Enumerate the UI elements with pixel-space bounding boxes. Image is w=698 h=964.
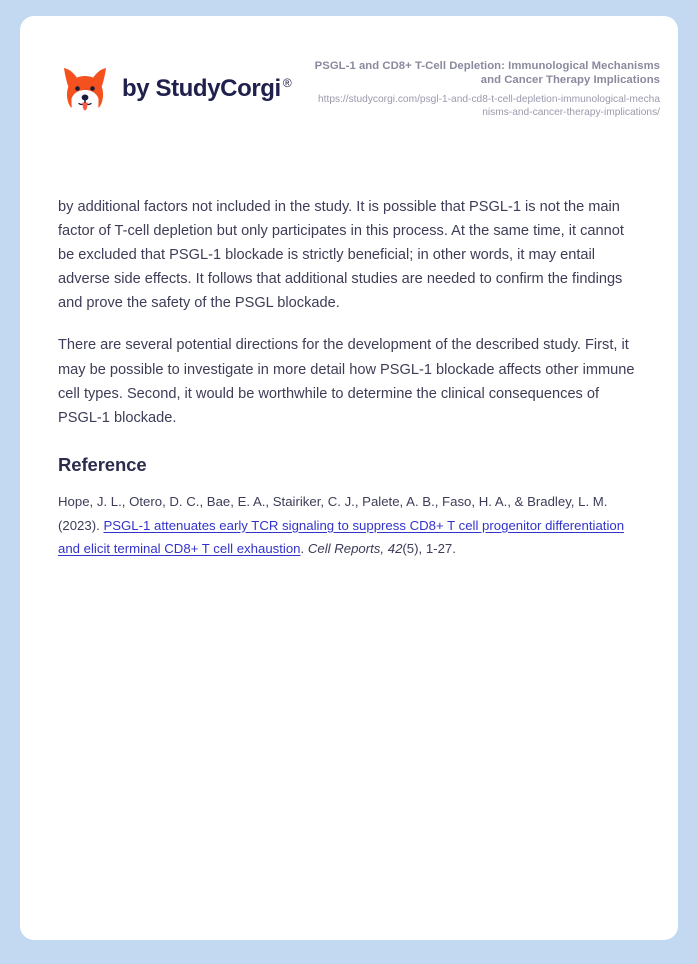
document-page-card (20, 16, 678, 940)
document-title: PSGL-1 and CD8+ T-Cell Depletion: Immunological Mechanisms and Cancer Therapy Implications (314, 59, 660, 86)
citation-separator: . (300, 541, 308, 557)
reference-citation (58, 490, 638, 561)
brand-name-text: by StudyCorgi (122, 74, 281, 102)
corgi-head-icon (60, 64, 110, 114)
citation-authors-year: Hope, J. L., Otero, D. C., Bae, E. A., Stairiker, C. J., Palete, A. B., Faso, H. A., & Bradley, L. M. (2023). (58, 493, 608, 533)
document-source-url: https://studycorgi.com/psgl-1-and-cd8-t-cell-depletion-immunological-mechanisms-and-cancer-therapy-implications/ (318, 93, 660, 118)
citation-journal-volume: Cell Reports, 42 (307, 541, 403, 557)
document-header (20, 16, 678, 161)
studycorgi-brand (60, 64, 291, 114)
header-document-meta (314, 59, 660, 119)
citation-issue-pages: (5), 1-27. (402, 541, 456, 557)
paragraph-1: by additional factors not included in the study. It is possible that PSGL-1 is not the main factor of T-cell depletion but only participates in this process. At the same time, it cannot be excluded that PSGL-1 blockade is strictly beneficial; in other words, it may entail adverse side effects. It follows that additional studies are needed to confirm the findings and prove the safety of the PSGL blockade. (58, 199, 624, 312)
registered-trademark-icon: ® (282, 75, 292, 90)
document-body (20, 161, 678, 940)
citation-article-link[interactable]: PSGL-1 attenuates early TCR signaling to suppress CD8+ T cell progenitor differentiation and elicit terminal CD8+ T cell exhaustion (58, 517, 625, 557)
reference-section-heading: Reference (58, 453, 147, 475)
paragraph-2: There are several potential directions for the development of the described study. First, it may be possible to investigate in more detail how PSGL-1 blockade affects other immune cell types. Second, it would be worthwhile to determine the clinical consequences of PSGL-1 blockade. (58, 337, 635, 426)
brand-wordmark (122, 74, 292, 102)
